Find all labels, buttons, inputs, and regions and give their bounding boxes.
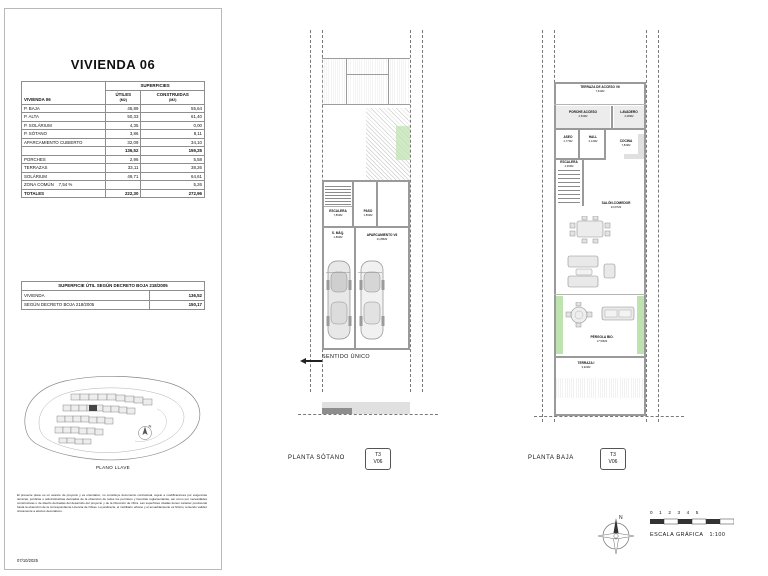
table-row: PORCHES 2,96 5,58 bbox=[22, 155, 205, 164]
keyplan-highlight bbox=[89, 405, 97, 411]
dining-set-icon bbox=[568, 216, 612, 244]
wall bbox=[354, 226, 356, 348]
wall bbox=[352, 182, 354, 228]
wall bbox=[324, 206, 352, 207]
outdoor-table-icon bbox=[564, 302, 594, 328]
page-title: VIVIENDA 06 bbox=[70, 57, 156, 72]
sentido-unico-label: SENTIDO ÚNICO bbox=[322, 354, 371, 360]
table-row-zonacomun: ZONA COMÚN 7,54 % 5,26 bbox=[22, 181, 205, 190]
table-row: P. SÓTANO 3,86 8,11 bbox=[22, 130, 205, 139]
ramp-hatch bbox=[322, 58, 410, 104]
garden-strip bbox=[556, 296, 563, 354]
surfaces-table bbox=[21, 81, 205, 198]
room-label-salon-comedor: SALÓN-COMEDOR 23,67M2 bbox=[601, 201, 631, 209]
table-row: P. SOLÁRIUM 4,35 0,00 bbox=[22, 121, 205, 130]
room-label-paso: PASO 1,89M2 bbox=[363, 209, 373, 217]
wall bbox=[554, 82, 646, 84]
wall bbox=[408, 180, 410, 350]
scale-block bbox=[588, 510, 758, 560]
room-label-escalera: ESCALERA 7,86M2 bbox=[329, 209, 347, 217]
wall bbox=[554, 104, 646, 105]
decreto-table bbox=[21, 281, 205, 310]
grid-axis bbox=[298, 414, 438, 415]
arrow-left-icon bbox=[300, 352, 322, 360]
table-row: TERRAZAS 33,11 38,26 bbox=[22, 164, 205, 173]
table-corner-label: VIVIENDA 06 bbox=[22, 82, 106, 105]
wall bbox=[644, 82, 646, 416]
grid-axis bbox=[534, 416, 684, 417]
keyplan bbox=[17, 369, 209, 479]
wall bbox=[578, 130, 580, 158]
info-panel bbox=[4, 8, 222, 570]
wall bbox=[322, 180, 410, 182]
ground-plan-title: PLANTA BAJA bbox=[528, 455, 574, 461]
table-row: VIVIENDA 136,52 bbox=[22, 291, 205, 300]
ground-plan bbox=[528, 30, 708, 430]
terrace-paving bbox=[556, 378, 644, 398]
room-label-terraza-acceso: TERRAZA DE ACCESO V6 7,64M2 bbox=[580, 85, 620, 93]
table-row: P. BAJA 45,89 55,64 bbox=[22, 104, 205, 113]
room-label-escalera: ESCALERA 4,36M2 bbox=[560, 160, 578, 168]
car-icon bbox=[325, 258, 353, 342]
svg-text:N: N bbox=[148, 423, 152, 429]
keyplan-label: PLANO LLAVE bbox=[95, 465, 131, 470]
wall bbox=[554, 294, 646, 295]
grid-axis bbox=[542, 30, 543, 422]
room-label-aseo: ASEO 2,77M2 bbox=[563, 135, 573, 143]
compass-icon bbox=[594, 512, 638, 556]
car-icon bbox=[358, 258, 386, 342]
sheet-date: 07/10/2025 bbox=[17, 558, 38, 563]
col-header-construidas: CONSTRUIDAS (M2) bbox=[141, 90, 205, 104]
grid-axis bbox=[410, 30, 411, 392]
table-row: SEGÚN DECRETO BOJA 218/2005 150,17 bbox=[22, 300, 205, 309]
room-label-hall: HALL 3,14M2 bbox=[588, 135, 598, 143]
grid-axis bbox=[658, 30, 659, 422]
lounge-sofa-icon bbox=[600, 304, 636, 324]
room-label-smaq: S. MÁQ. 1,89M2 bbox=[331, 231, 345, 239]
wall bbox=[376, 182, 378, 226]
basement-plan-tag: T3 V06 bbox=[365, 448, 391, 470]
room-label-aparcamiento: APARCAMIENTO V6 21,88M2 bbox=[366, 233, 398, 241]
col-header-utiles: ÚTILES (M2) bbox=[106, 90, 141, 104]
planting-strip bbox=[396, 126, 410, 160]
room-label-terraza-i: TERRAZA I 3,92M2 bbox=[577, 361, 595, 369]
scale-ticks: 012345 bbox=[650, 510, 705, 515]
ground-plan-tag: T3 V06 bbox=[600, 448, 626, 470]
legal-disclaimer: El presente plano es un avance de proyecto y es orientativo, no constituye documento contractual, sujeto a modificaciones por exigencias técnicas, jurídicas o administrativas derivadas de la obtención de todos los permisos y licencias reglamentarias, así como por necesidades constructivas o de diseño derivadas del desarrollo del proyecto y de la Dirección de Obra. Las superficies citadas tienen carácter provisional hasta la obtención de la correspondiente Licencia de Obras. La jardinería, el mobiliario urbano y el amueblamiento es ficticio, teniendo validez únicamente a efectos decorativos. bbox=[17, 493, 207, 514]
scale-bar bbox=[650, 518, 734, 526]
kitchen-counter bbox=[638, 134, 644, 156]
decreto-header: SUPERFICIE ÚTIL SEGÚN DECRETO BOJA 218/2005 bbox=[22, 282, 205, 291]
wall bbox=[324, 226, 354, 228]
room-label-cocina: COCINA 7,83M2 bbox=[619, 139, 633, 147]
table-row: P. ALTA 50,33 61,40 bbox=[22, 113, 205, 122]
stair-basement bbox=[325, 186, 351, 204]
stair-ground bbox=[558, 170, 580, 204]
svg-text:N: N bbox=[619, 515, 623, 521]
wall bbox=[556, 128, 644, 130]
garden-strip bbox=[637, 296, 644, 354]
grid-axis bbox=[310, 30, 311, 392]
wall bbox=[604, 130, 606, 158]
room-label-porche-acceso: PORCHE ACCESO 2,53M2 bbox=[568, 110, 598, 118]
sofa-set-icon bbox=[564, 252, 624, 290]
scale-label: ESCALA GRÁFICA 1:100 bbox=[650, 532, 726, 538]
room-label-lavadero: LAVADERO 2,08M2 bbox=[620, 110, 638, 118]
basement-plan bbox=[288, 30, 456, 430]
room-label-pergola: PÉRGOLA BIO. 17,50M2 bbox=[590, 335, 614, 343]
table-group-header: SUPERFICIES bbox=[106, 82, 205, 91]
table-row: SOLÁRIUM 49,71 64,61 bbox=[22, 172, 205, 181]
wall bbox=[554, 356, 646, 358]
grid-axis bbox=[646, 30, 647, 422]
basement-plan-title: PLANTA SÓTANO bbox=[288, 455, 345, 461]
wall bbox=[322, 348, 410, 350]
wall bbox=[354, 226, 408, 228]
grid-axis bbox=[422, 30, 423, 392]
table-row: APARCAMIENTO CUBIERTO 32,09 34,10 bbox=[22, 138, 205, 147]
table-row-totales: TOTALES 222,30 272,96 bbox=[22, 189, 205, 198]
table-row-subtotal: 136,52 159,25 bbox=[22, 147, 205, 156]
